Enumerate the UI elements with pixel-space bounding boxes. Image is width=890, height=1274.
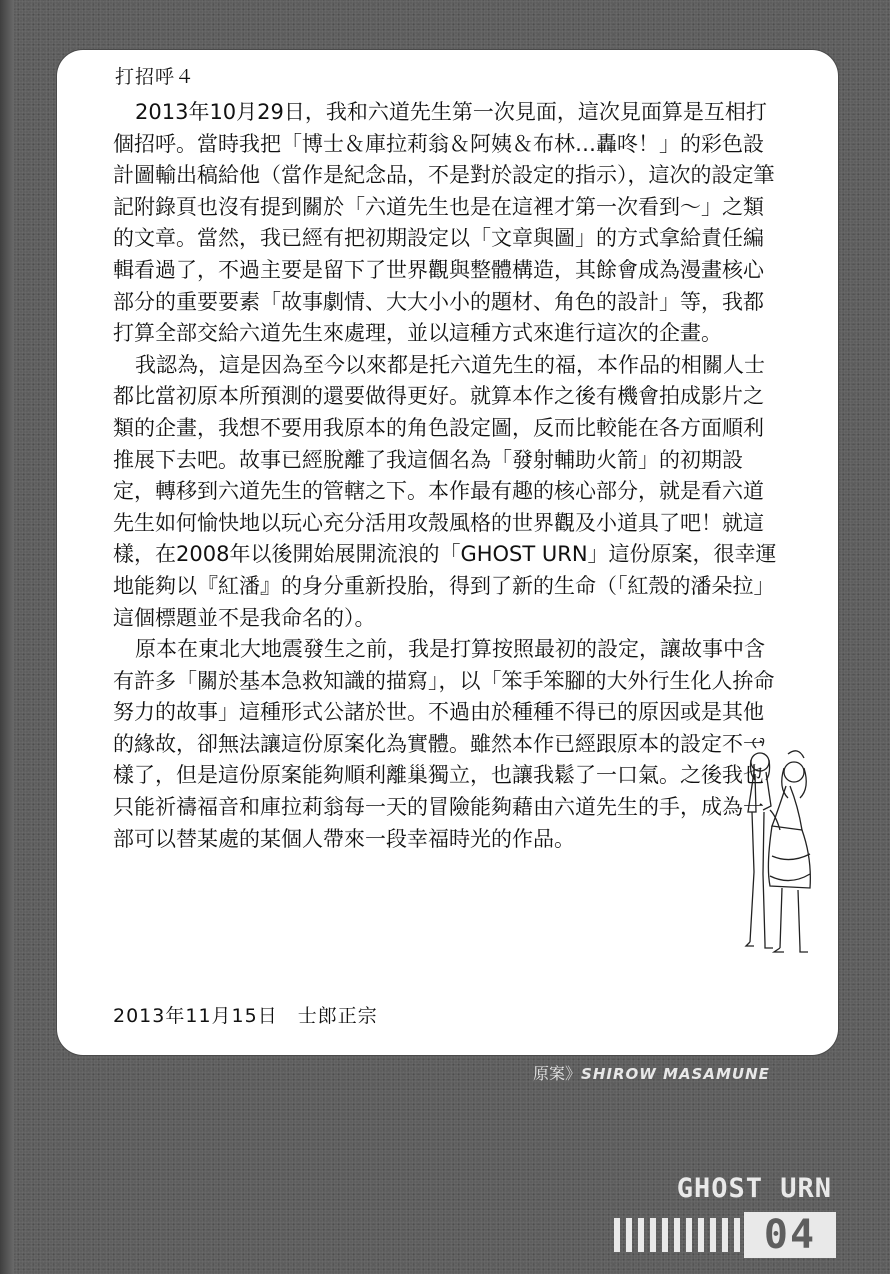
credit-author-name: SHIROW MASAMUNE [581,1065,770,1083]
paragraph-2: 我認為，這是因為至今以來都是托六道先生的福，本作品的相關人士都比當初原本所預測的還要做得更好。就算本作之後有機會拍成影片之類的企畫，我想不要用我原本的角色設定圖，反而比較能在各方面順利推展下去吧。故事已經脫離了我這個名為「發射輔助火箭」的初期設定，轉移到六道先生的管轄之下。本作最有趣的核心部分，就是看六道先生如何愉快地以玩心充分活用攻殼風格的世界觀及小道具了吧！就這樣，在2008年以後開始展開流浪的「GHOST URN」這份原案，很幸運地能夠以『紅潘』的身分重新投胎，得到了新的生命（「紅殼的潘朵拉」這個標題並不是我命名的）。 [113,352,777,630]
afterword-signature: 2013年11月15日 士郎正宗 [113,1005,378,1027]
two-girls-silhouette-illustration [742,738,812,1028]
paragraph-3: 原本在東北大地震發生之前，我是打算按照最初的設定，讓故事中含有許多「關於基本急救知識的描寫」，以「笨手笨腳的大外行生化人拚命努力的故事」這種形式公諸於世。不過由於種種不得已的原因或是其他的緣故，卻無法讓這份原案化為實體。雖然本作已經跟原本的設定不一樣了，但是這份原案能夠順利離巢獨立，也讓我鬆了一口氣。之後我也只能祈禱福音和庫拉莉翁每一天的冒險能夠藉由六道先生的手，成為一部可以替某處的某個人帶來一段幸福時光的作品。 [113,637,775,851]
series-logo-title: GHOST URN [676,1173,832,1204]
credit-label: 原案》 [533,1064,582,1083]
barcode-stripes-icon [614,1216,740,1252]
afterword-heading: 打招呼４ [115,66,196,88]
original-story-credit [533,1061,770,1084]
binding-edge [0,0,14,1274]
series-logo-volume [614,1212,834,1260]
volume-number: 04 [744,1212,836,1258]
afterword-body [113,97,778,855]
paragraph-1: 2013年10月29日，我和六道先生第一次見面，這次見面算是互相打個招呼。當時我把「博士＆庫拉莉翁＆阿姨＆布林…轟咚！」的彩色設計圖輸出稿給他（當作是紀念品，不是對於設定的指示），這次的設定筆記附錄頁也沒有提到關於「六道先生也是在這裡才第一次看到～」之類的文章。當然，我已經有把初期設定以「文章與圖」的方式拿給責任編輯看過了，不過主要是留下了世界觀與整體構造，其餘會成為漫畫核心部分的重要要素「故事劇情、大大小小的題材、角色的設計」等，我都打算全部交給六道先生來處理，並以這種方式來進行這次的企畫。 [113,100,775,346]
